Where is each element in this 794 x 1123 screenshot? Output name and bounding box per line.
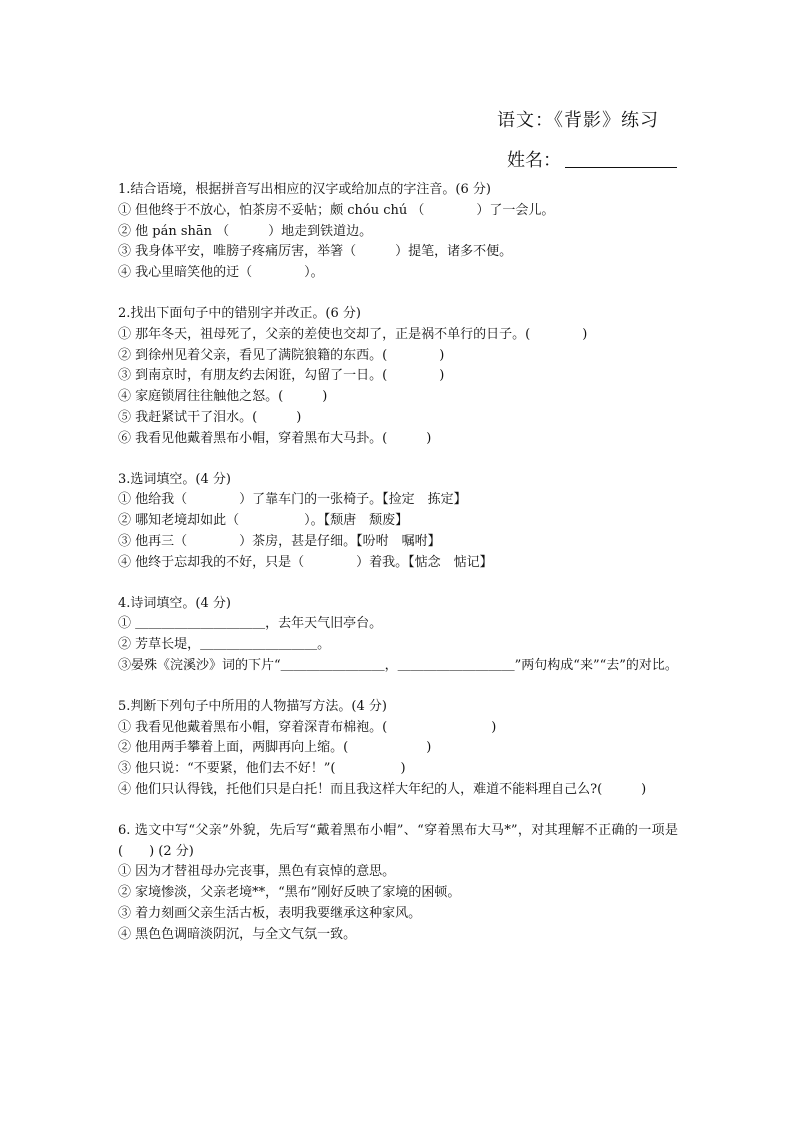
question-item: ① 他给我（ ）了靠车门的一张椅子。【捡定 拣定】 — [118, 492, 467, 508]
question-item: ① ＿＿＿＿＿＿＿＿＿＿，去年天气旧亭台。 — [118, 616, 383, 632]
question-6 — [118, 821, 678, 946]
questions — [118, 180, 678, 966]
question-item: ② 哪知老境却如此（ ）。【颓唐 颓废】 — [118, 513, 409, 529]
question-item: ① 因为才替祖母办完丧事，黑色有哀悼的意思。 — [118, 864, 396, 880]
question-item: ⑥ 我看见他戴着黑布小帽，穿着黑布大马卦。( ) — [118, 430, 432, 446]
question-item: ⑤ 我赶紧试干了泪水。( ) — [118, 409, 302, 425]
name-blank[interactable] — [565, 149, 677, 168]
question-item: ③ 他只说：“不要紧，他们去不好！”( ) — [118, 761, 406, 777]
question-item: ① 但他终于不放心，怕茶房不妥帖；颇 chóu chú （ ）了一会儿。 — [118, 202, 555, 218]
page-title: 语文：《背影》练习 — [497, 110, 659, 131]
question-heading: 6. 选文中写“父亲”外貌，先后写“戴着黑布小帽”、“穿着黑布大马*”，对其理解不正确的一项是( ) (2 分) — [118, 822, 678, 859]
question-item: ④ 他终于忘却我的不好，只是（ ）着我。【惦念 惦记】 — [118, 554, 493, 570]
question-5 — [118, 697, 678, 801]
question-item: ③晏殊《浣溪沙》词的下片“＿＿＿＿＿＿＿＿，＿＿＿＿＿＿＿＿＿”两句构成“来”“去”的对比。 — [118, 657, 678, 673]
question-item: ① 我看见他戴着黑布小帽，穿着深青布棉袍。( ) — [118, 719, 497, 735]
question-item: ④ 我心里暗笑他的迂（ ）。 — [118, 265, 324, 281]
question-1 — [118, 180, 678, 284]
question-item: ③ 着力刻画父亲生活古板，表明我要继承这种家风。 — [118, 905, 422, 921]
question-heading: 1.结合语境，根据拼音写出相应的汉字或给加点的字注音。(6 分) — [118, 182, 491, 197]
question-3 — [118, 470, 678, 574]
question-item: ② 芳草长堤，＿＿＿＿＿＿＿＿＿。 — [118, 637, 331, 653]
question-item: ④ 家庭锁屑往往触他之怒。( ) — [118, 389, 328, 405]
question-item: ③ 他再三（ ）茶房，甚是仔细。【吩咐 嘱咐】 — [118, 533, 441, 549]
question-item: ② 到徐州见着父亲，看见了满院狼籍的东西。( ) — [118, 347, 445, 363]
question-item: ① 那年冬天，祖母死了，父亲的差使也交却了，正是祸不单行的日子。( ) — [118, 326, 588, 342]
question-item: ③ 我身体平安，唯膀子疼痛厉害，举箸（ ）提笔，诸多不便。 — [118, 244, 513, 260]
question-heading: 5.判断下列句子中所用的人物描写方法。(4 分) — [118, 698, 387, 714]
question-4 — [118, 594, 678, 677]
question-heading: 4.诗词填空。(4 分) — [118, 595, 231, 611]
question-item: ② 他 pán shān （ ）地走到铁道边。 — [118, 223, 373, 239]
question-heading: 2.找出下面句子中的错别字并改正。(6 分) — [118, 305, 361, 321]
question-item: ④ 他们只认得钱，托他们只是白托！而且我这样大年纪的人，难道不能料理自己么?( ) — [118, 781, 647, 797]
question-2 — [118, 304, 678, 450]
name-field — [507, 146, 677, 172]
question-item: ② 家境惨淡，父亲老境**，“黑布”刚好反映了家境的困顿。 — [118, 885, 461, 901]
question-item: ③ 到南京时，有朋友约去闲诳，勾留了一日。( ) — [118, 368, 445, 384]
question-item: ④ 黑色色调暗淡阴沉，与全文气氛一致。 — [118, 926, 357, 942]
question-heading: 3.选词填空。(4 分) — [118, 471, 231, 487]
name-label: 姓名： — [507, 150, 561, 171]
question-item: ② 他用两手攀着上面，两脚再向上缩。( ) — [118, 740, 432, 756]
